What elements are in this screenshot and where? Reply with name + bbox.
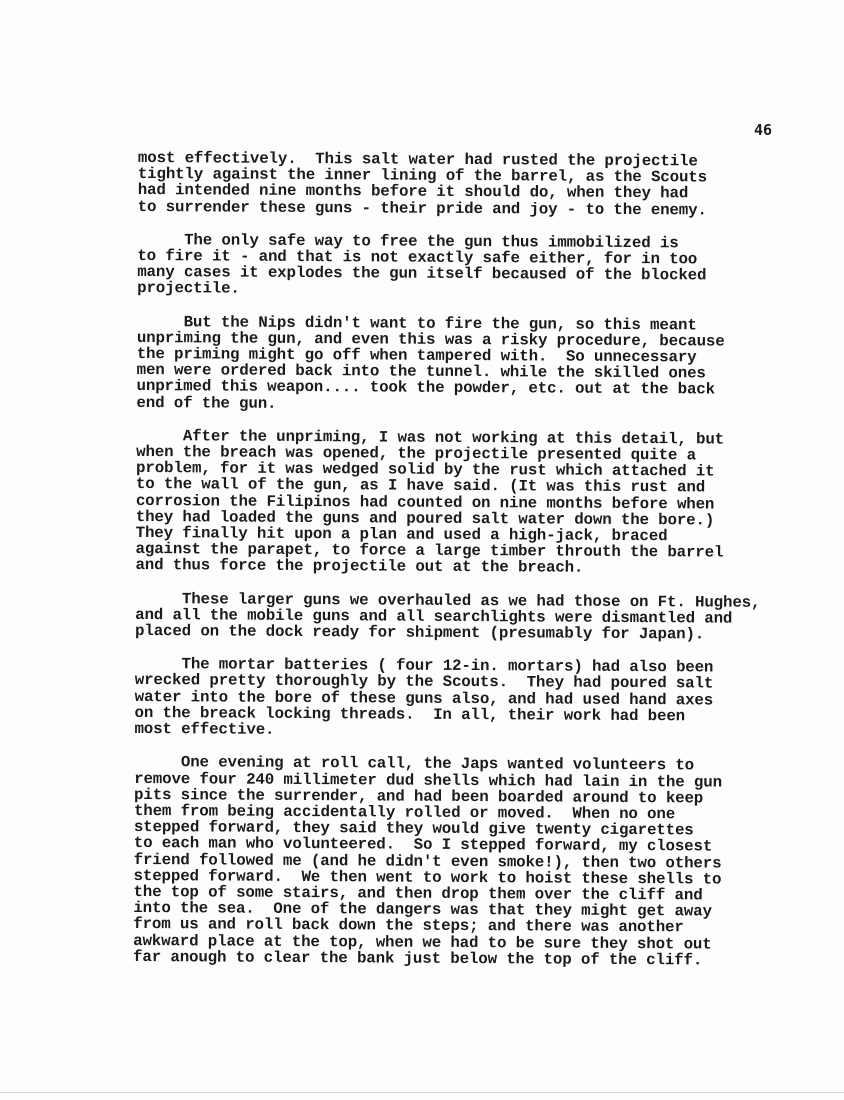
paragraph [135, 428, 776, 578]
paragraph [138, 150, 778, 219]
text-line: and all the mobile guns and all searchlights were dismantled and [135, 605, 733, 628]
text-line: the top of some stairs, and then drop them over the cliff and [133, 882, 703, 905]
text-line: had intended nine months before it should do, when they had [137, 181, 689, 203]
text-line: many cases it explodes the gun itself becaused of the blocked [137, 263, 707, 285]
text-line: projectile. [137, 279, 240, 299]
text-line: The only safe way to free the gun thus immobilized is [137, 230, 679, 253]
text-line: men were ordered back into the tunnel. while the skilled ones [136, 361, 706, 383]
text-line: pits since the surrender, and had been boarded around to keep [134, 785, 704, 808]
paragraph [133, 754, 774, 969]
text-line: unpriming the gun, and even this was a risky procedure, because [136, 328, 725, 351]
text-line: problem, for it was wedged solid by the rust which attached it [136, 459, 715, 481]
text-line: against the parapet, to force a large timber throuth the barrel [135, 540, 724, 562]
text-line: end of the gun. [136, 393, 277, 413]
text-line: the priming might go off when tampered with. So unnecessary [136, 345, 697, 367]
text-line: stepped forward, they said they would give twenty cigarettes [133, 818, 694, 840]
text-line: These larger guns we overhauled as we had those on Ft. Hughes, [135, 589, 761, 612]
text-line: most effective. [134, 720, 275, 739]
page-number: 46 [754, 121, 773, 139]
text-line: placed on the dock ready for shipment (presumably for Japan). [135, 622, 705, 644]
text-line: unprimed this weapon.... took the powder, etc. out at the back [136, 377, 716, 399]
text-line: most effectively. This salt water had rusted the projectile [137, 149, 698, 171]
text-line: After the unpriming, I was not working at this detail, but [136, 426, 725, 449]
text-line: They finally hit upon a plan and used a high-jack, braced [135, 524, 668, 546]
paragraph [137, 232, 777, 301]
text-line: water into the bore of these guns also, and had used hand axes [134, 687, 714, 710]
text-line: tightly against the inner lining of the barrel, as the Scouts [137, 165, 708, 187]
text-line: and thus force the projectile out at the breach. [135, 556, 584, 578]
text-line: remove four 240 millimeter dud shells which had lain in the gun [134, 769, 722, 792]
text-line: friend followed me (and he didn't even smoke!), then two others [133, 850, 722, 873]
text-line: But the Nips didn't want to fire the gun, so this meant [136, 312, 697, 335]
text-line: to the wall of the gun, as I have said. (It was this rust and [135, 475, 706, 497]
text-line: to fire it - and that is not exactly safe either, for in too [137, 247, 698, 269]
text-line: into the sea. One of the dangers was that they might get away [133, 899, 712, 921]
text-line: to each man who volunteered. So I stepped forward, my closest [133, 834, 713, 856]
text-line: on the breack locking threads. In all, their work had been [134, 703, 686, 726]
text-line: far anough to clear the bank just below the top of the cliff. [133, 947, 703, 970]
text-line: The mortar batteries ( four 12-in. mortars) had also been [134, 655, 714, 677]
text-line: wrecked pretty thoroughly by the Scouts. They had poured salt [134, 671, 714, 694]
scan-bottom-edge [0, 1092, 844, 1093]
paragraph [134, 656, 774, 741]
text-line: stepped forward. We then went to work to hoist these shells to [133, 866, 722, 889]
text-line: One evening at roll call, the Japs wanted volunteers to [134, 753, 695, 775]
paragraph [135, 591, 775, 644]
text-line: they had loaded the guns and poured salt water down the bore.) [135, 507, 715, 530]
text-line: corrosion the Filipinos had counted on nine months before when [135, 491, 715, 514]
paragraph [136, 314, 777, 415]
text-line: from us and roll back down the steps; and there was another [133, 915, 684, 937]
text-line: to surrender these guns - their pride and joy - to the enemy. [137, 197, 707, 220]
text-line: awkward place at the top, when we had to be sure they shot out [133, 931, 712, 954]
typed-body-text [133, 150, 778, 986]
text-line: when the breach was opened, the projectile presented quite a [136, 443, 696, 465]
text-line: them from being accidentally rolled or moved. When no one [133, 801, 676, 824]
